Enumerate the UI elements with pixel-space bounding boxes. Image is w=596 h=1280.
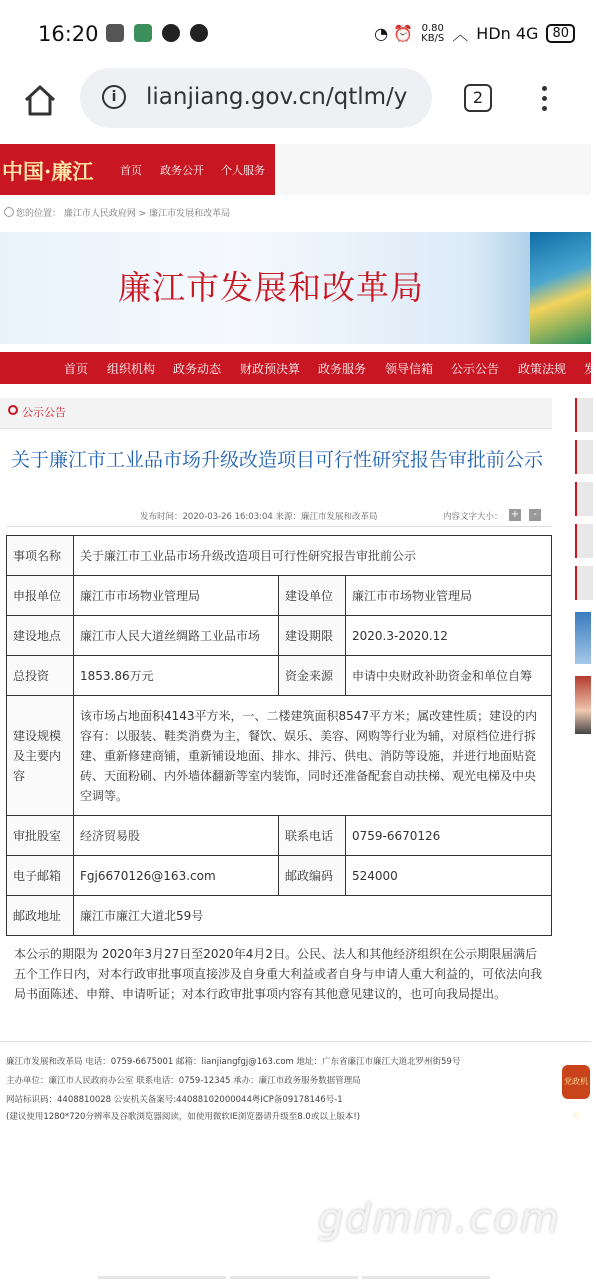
table-value: 524000	[346, 856, 552, 896]
sidebar-image[interactable]	[575, 612, 591, 664]
section-title[interactable]: 公示公告	[22, 406, 66, 419]
breadcrumb[interactable]: 您的位置： 廉江市人民政府网 > 廉江市发展和改革局	[16, 209, 231, 219]
table-label: 邮政地址	[7, 896, 74, 936]
info-icon[interactable]: i	[102, 85, 126, 109]
mainnav-news[interactable]: 政务动态	[173, 362, 222, 376]
sidebar-image[interactable]	[575, 676, 591, 734]
table-row	[7, 816, 552, 856]
home-icon[interactable]	[20, 80, 60, 120]
topnav-gov-affairs[interactable]: 政务公开	[160, 164, 204, 177]
wifi-icon: ︿	[452, 25, 469, 44]
table-label: 建设期限	[279, 616, 346, 656]
table-value: 0759-6670126	[346, 816, 552, 856]
banner-title: 廉江市发展和改革局	[118, 268, 424, 307]
table-label: 事项名称	[7, 536, 74, 576]
scroll-indicator	[98, 1276, 226, 1279]
sidebar-link[interactable]	[575, 440, 593, 474]
scroll-indicator	[362, 1276, 490, 1279]
table-value: 2020.3-2020.12	[346, 616, 552, 656]
banner-decoration	[530, 232, 591, 344]
table-row	[7, 896, 552, 936]
table-label: 电子邮箱	[7, 856, 74, 896]
table-label: 建设单位	[279, 576, 346, 616]
table-row	[7, 536, 552, 576]
gov-badge-icon[interactable]: 党政机关	[562, 1065, 590, 1099]
table-value: 经济贸易股	[74, 816, 279, 856]
sidebar-link[interactable]	[575, 524, 593, 558]
notice-icon	[8, 405, 18, 415]
more-menu-icon[interactable]	[538, 84, 552, 114]
font-increase-button[interactable]: +	[510, 509, 520, 520]
mainnav-home[interactable]: 首页	[64, 362, 89, 376]
table-label: 资金来源	[279, 656, 346, 696]
status-indicators	[374, 22, 575, 45]
battery-indicator: 80	[546, 24, 575, 43]
location-icon	[4, 207, 14, 217]
sidebar-link[interactable]	[575, 482, 593, 516]
status-clock: 16:20	[38, 22, 99, 46]
network-type: HDn 4G	[476, 24, 539, 43]
topnav-personal-service[interactable]: 个人服务	[221, 164, 265, 177]
font-decrease-button[interactable]: -	[529, 509, 541, 521]
table-label: 邮政编码	[279, 856, 346, 896]
sidebar-link[interactable]	[575, 566, 593, 600]
footer-sponsor: 主办单位：廉江市人民政府办公室 联系电话：0759-12345 承办：廉江市政务服务数据管理局	[6, 1076, 361, 1086]
article-title: 关于廉江市工业品市场升级改造项目可行性研究报告审批前公示	[10, 449, 543, 471]
footer-registration: 网站标识码：4408810028 公安机关备案号:44088102000044粤ICP备09178146号-1	[6, 1095, 343, 1105]
scroll-indicator	[230, 1276, 358, 1279]
section-header	[0, 398, 552, 429]
topnav-home[interactable]: 首页	[120, 164, 142, 177]
table-row	[7, 856, 552, 896]
sidebar-link[interactable]	[575, 398, 593, 432]
table-label: 建设地点	[7, 616, 74, 656]
table-row	[7, 696, 552, 816]
table-value: 廉江市廉江大道北59号	[74, 896, 552, 936]
mainnav-policies[interactable]: 政策法规	[518, 362, 567, 376]
footer-browser-tip: (建议使用1280*720分辨率及谷歌浏览器阅读，如使用微软IE浏览器请升级至8.0或以上版本!)	[6, 1112, 361, 1122]
table-value[interactable]: Fgj6670126@163.com	[74, 856, 279, 896]
table-value: 该市场占地面积4143平方米，一、二楼建筑面积8547平方米；属改建性质；建设的内容有：以服装、鞋类消费为主，餐饮、娱乐、美容、网购等行业为辅，对原档位进行拆建、重新修建商铺，重新铺设地面、排水、排污、供电、消防等设施，并进行地面贴瓷砖、天面粉刷、内外墙体翻新等室内装饰，同时还准备配套自动扶梯、观光电梯及中央空调等。	[74, 696, 552, 816]
table-value: 廉江市市场物业管理局	[346, 576, 552, 616]
signal-icon: ◔ ⏰	[374, 24, 414, 43]
footer-divider	[0, 1041, 591, 1042]
mainnav-notices[interactable]: 公示公告	[451, 362, 500, 376]
wechat-icon	[106, 24, 124, 42]
app-icon	[190, 24, 208, 42]
footer-contact: 廉江市发展和改革局 电话：0759-6675001 邮箱：lianjiangfgj@163.com 地址：广东省廉江市廉江大道北罗州街59号	[6, 1057, 461, 1067]
table-value: 廉江市人民大道丝绸路工业品市场	[74, 616, 279, 656]
mainnav-budget[interactable]: 财政预决算	[240, 362, 301, 376]
network-speed: 0.80 KB/S	[421, 22, 445, 44]
mainnav-more[interactable]: 发	[584, 362, 596, 376]
table-row	[7, 656, 552, 696]
table-label: 建设规模及主要内容	[7, 696, 74, 816]
mainnav-organization[interactable]: 组织机构	[107, 362, 156, 376]
site-logo[interactable]: 中国·廉江	[2, 159, 94, 184]
mainnav-services[interactable]: 政务服务	[318, 362, 367, 376]
table-label: 审批股室	[7, 816, 74, 856]
top-nav-strip	[275, 144, 591, 195]
notice-paragraph: 本公示的期限为 2020年3月27日至2020年4月2日。公民、法人和其他经济组织在公示期限届满后五个工作日内，对本行政审批事项直接涉及自身重大利益或者自身与申请人重大利益的，可依法向我局书面陈述、申辩、申请听证；对本行政审批事项内容有其他意见建议的，也可向我局提出。	[14, 947, 543, 1001]
divider	[6, 526, 552, 527]
table-row	[7, 616, 552, 656]
table-value: 申请中央财政补助资金和单位自筹	[346, 656, 552, 696]
project-info-table	[6, 535, 552, 936]
font-size-label: 内容文字大小：	[443, 512, 503, 522]
table-value: 廉江市市场物业管理局	[74, 576, 279, 616]
article-meta: 发布时间：2020-03-26 16:03:04 来源：廉江市发展和改革局	[140, 512, 378, 522]
mainnav-mailbox[interactable]: 领导信箱	[385, 362, 434, 376]
table-label: 联系电话	[279, 816, 346, 856]
table-value: 1853.86万元	[74, 656, 279, 696]
notification-app-icon	[134, 24, 152, 42]
tab-switcher-button[interactable]: 2	[464, 84, 492, 112]
table-label: 总投资	[7, 656, 74, 696]
app-icon	[162, 24, 180, 42]
table-row	[7, 576, 552, 616]
table-value: 关于廉江市工业品市场升级改造项目可行性研究报告审批前公示	[74, 536, 552, 576]
table-label: 申报单位	[7, 576, 74, 616]
url-text[interactable]: lianjiang.gov.cn/qtlm/y	[146, 84, 408, 110]
watermark: gdmm.com	[318, 1196, 561, 1242]
